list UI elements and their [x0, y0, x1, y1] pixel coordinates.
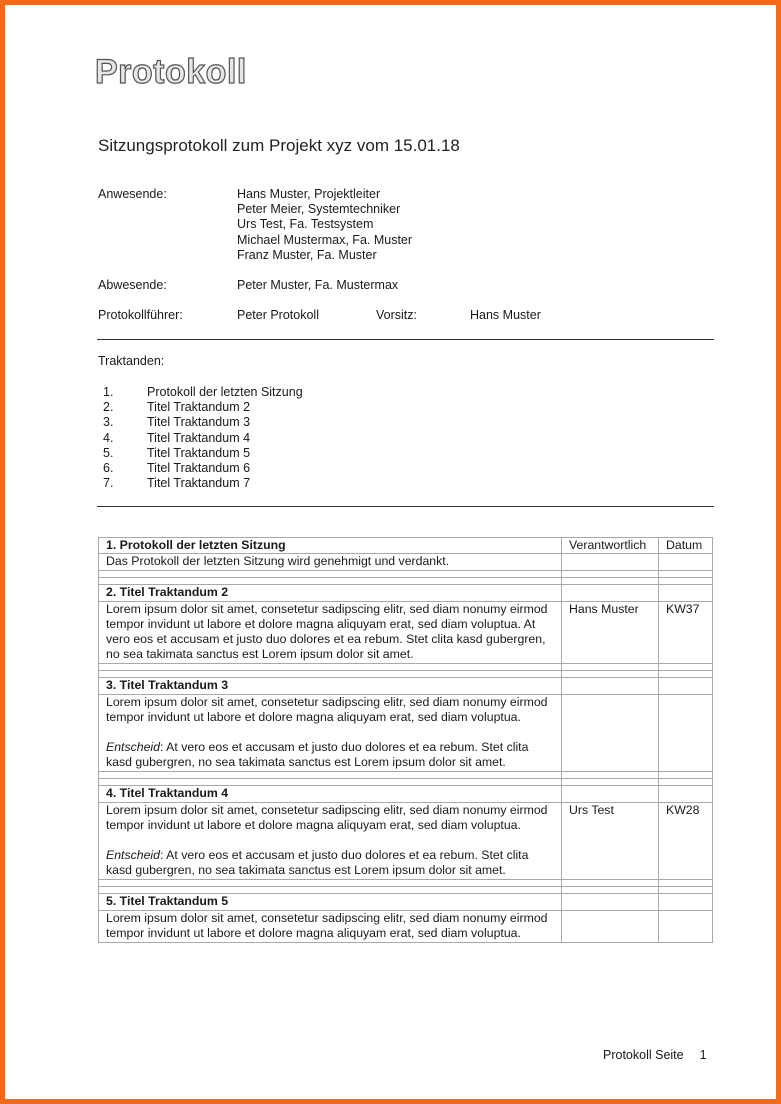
agenda-item-text: Titel Traktandum 2 [147, 400, 251, 415]
decision-label: Entscheid [106, 740, 161, 755]
agenda-item-number: 4. [103, 430, 114, 445]
agenda-item-number: 2. [103, 400, 114, 415]
absent-block [98, 278, 698, 294]
table-row [99, 671, 713, 678]
table-row [99, 772, 713, 779]
agenda-item-text: Titel Traktandum 6 [147, 461, 251, 476]
table-row [99, 678, 713, 694]
agenda-item [98, 446, 303, 461]
table-row [99, 664, 713, 671]
section-title: 4. Titel Traktandum 4 [99, 786, 562, 802]
agenda-item-text: Titel Traktandum 4 [147, 430, 251, 445]
agenda-item [98, 431, 303, 446]
present-person: Peter Meier, Systemtechniker [237, 202, 401, 217]
table-row [99, 887, 713, 894]
page-footer [603, 1048, 707, 1062]
section-content [99, 694, 562, 772]
section-responsible [562, 694, 659, 772]
recorder-block [98, 308, 698, 324]
agenda-item-text: Titel Traktandum 3 [147, 415, 251, 430]
agenda-item [98, 476, 303, 491]
agenda-item-number: 7. [103, 476, 114, 491]
table-row [99, 802, 713, 880]
section-responsible: Hans Muster [562, 601, 659, 664]
agenda-item-text: Protokoll der letzten Sitzung [147, 385, 303, 399]
section-date [659, 694, 713, 772]
present-block [98, 187, 698, 267]
table-row [99, 880, 713, 887]
section-decision [106, 740, 554, 770]
table-row [99, 571, 713, 578]
table-row [99, 554, 713, 571]
table-row [99, 694, 713, 772]
agenda-item [98, 385, 303, 400]
present-person: Hans Muster, Projektleiter [237, 187, 381, 201]
agenda-item-number: 5. [103, 445, 114, 460]
decision-label: Entscheid [106, 848, 161, 863]
section-body: Lorem ipsum dolor sit amet, consetetur sadipscing elitr, sed diam nonumy eirmod tempor invidunt ut labore et dolore magna aliquyam erat, sed diam voluptua. At vero eos et accusam et justo duo dolores et ea rebum. Stet clita kasd gubergren, no sea takimata sanctus est Lorem ipsum dolor sit amet. [99, 601, 562, 664]
decision-text: : At vero eos et accusam et justo duo dolores et ea rebum. Stet clita kasd gubergren, no sea takimata sanctus est Lorem ipsum dolor sit amet. [106, 848, 529, 878]
section-title: 2. Titel Traktandum 2 [99, 585, 562, 601]
section-date [659, 554, 713, 571]
divider [97, 339, 714, 340]
document-subtitle: Sitzungsprotokoll zum Projekt xyz vom 15.01.18 [98, 136, 460, 155]
section-title: 5. Titel Traktandum 5 [99, 894, 562, 910]
table-row [99, 894, 713, 910]
section-date [659, 910, 713, 942]
agenda-item-number: 3. [103, 415, 114, 430]
section-date: KW28 [659, 802, 713, 880]
section-responsible: Urs Test [562, 802, 659, 880]
present-label: Anwesende: [98, 187, 167, 201]
page-number: 1 [699, 1048, 707, 1062]
agenda-item-text: Titel Traktandum 5 [147, 445, 251, 460]
minutes-table [98, 537, 713, 943]
table-row [99, 786, 713, 802]
chair-label: Vorsitz: [376, 308, 417, 322]
table-row [99, 910, 713, 942]
absent-person: Peter Muster, Fa. Mustermax [237, 278, 399, 292]
present-person: Urs Test, Fa. Testsystem [237, 217, 374, 232]
section-decision [106, 848, 554, 878]
agenda-item-number: 1. [103, 385, 114, 399]
agenda-item [98, 461, 303, 476]
section-body: Lorem ipsum dolor sit amet, consetetur sadipscing elitr, sed diam nonumy eirmod tempor invidunt ut labore et dolore magna aliquyam erat, sed diam voluptua. [106, 802, 548, 832]
agenda-item-number: 6. [103, 461, 114, 476]
present-person: Michael Mustermax, Fa. Muster [237, 232, 413, 247]
present-person: Franz Muster, Fa. Muster [237, 247, 377, 262]
section-title: 3. Titel Traktandum 3 [99, 678, 562, 694]
divider [97, 506, 714, 507]
section-body: Lorem ipsum dolor sit amet, consetetur sadipscing elitr, sed diam nonumy eirmod tempor invidunt ut labore et dolore magna aliquyam erat, sed diam voluptua. [106, 694, 548, 724]
column-header-responsible: Verantwortlich [562, 538, 659, 554]
recorder-name: Peter Protokoll [237, 308, 319, 322]
section-body: Lorem ipsum dolor sit amet, consetetur sadipscing elitr, sed diam nonumy eirmod tempor invidunt ut labore et dolore magna aliquyam erat, sed diam voluptua. [99, 910, 562, 942]
table-row [99, 538, 713, 554]
section-content [99, 802, 562, 880]
agenda-item [98, 415, 303, 430]
absent-label: Abwesende: [98, 278, 167, 292]
column-header-date: Datum [659, 538, 713, 554]
table-row [99, 585, 713, 601]
decision-text: : At vero eos et accusam et justo duo dolores et ea rebum. Stet clita kasd gubergren, no sea takimata sanctus est Lorem ipsum dolor sit amet. [106, 740, 529, 770]
section-title: 1. Protokoll der letzten Sitzung [99, 538, 562, 554]
table-row [99, 779, 713, 786]
table-row [99, 601, 713, 664]
document-title: Protokoll [95, 53, 247, 91]
chair-name: Hans Muster [470, 308, 541, 322]
agenda-label: Traktanden: [98, 354, 165, 368]
section-body: Das Protokoll der letzten Sitzung wird genehmigt und verdankt. [99, 554, 562, 571]
section-date: KW37 [659, 601, 713, 664]
agenda-item-text: Titel Traktandum 7 [147, 476, 251, 491]
recorder-label: Protokollführer: [98, 308, 183, 322]
agenda-list [98, 385, 303, 491]
table-row [99, 578, 713, 585]
section-responsible [562, 554, 659, 571]
agenda-item [98, 400, 303, 415]
present-list [237, 187, 412, 263]
footer-label: Protokoll Seite [603, 1048, 684, 1062]
section-responsible [562, 910, 659, 942]
